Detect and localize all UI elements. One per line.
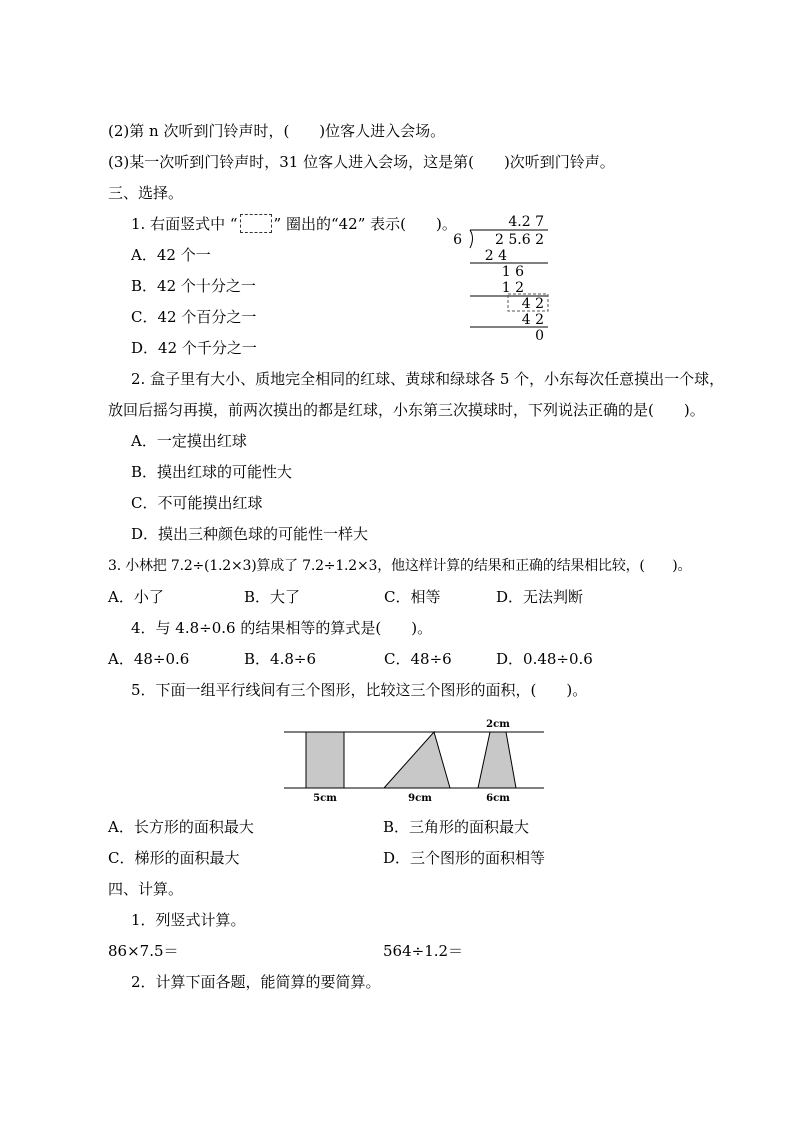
section-4-title: 四、计算。 [108,880,184,898]
q2-option-d[interactable]: D．摸出三种颜色球的可能性一样大 [131,525,369,543]
q1-option-b[interactable]: B．42 个十分之一 [131,277,256,295]
dashed-box-icon [240,214,272,233]
q2-option-c[interactable]: C．不可能摸出红球 [131,494,263,512]
choice-q2-line2: 放回后摇匀再摸，前两次摸出的都是红球，小东第三次摸球时，下列说法正确的是( )。 [108,401,705,419]
q5-option-d[interactable]: D．三个图形的面积相等 [383,849,546,867]
triangle-base-label: 9cm [408,793,432,804]
q5-option-b[interactable]: B．三角形的面积最大 [383,818,530,836]
div-step-3: 1 2 [501,280,524,296]
q1-stem-pre: 1. 右面竖式中 “ [131,215,238,233]
q1-option-c[interactable]: C．42 个百分之一 [131,308,257,326]
question-3-line: (3)某一次听到门铃声时，31 位客人进入会场，这是第( )次听到门铃声。 [108,153,615,171]
div-divisor: 6 [453,232,462,248]
choice-q4-stem: 4．与 4.8÷0.6 的结果相等的算式是( )。 [131,619,433,637]
div-step-2: 1 6 [501,264,524,280]
choice-q3-stem: 3. 小林把 7.2÷(1.2×3)算成了 7.2÷1.2×3，他这样计算的结果和正确的结果相比较，( )。 [108,558,692,574]
q4-option-a[interactable]: A．48÷0.6 [108,650,190,668]
q1-option-d[interactable]: D．42 个千分之一 [131,339,257,357]
trapezoid-top-label: 2cm [486,719,510,730]
long-division-figure [440,210,565,345]
q3-option-a[interactable]: A．小了 [108,588,164,606]
div-quotient: 4.2 7 [508,214,544,230]
div-bracket [470,230,473,248]
div-step-1: 2 4 [484,248,507,264]
calc-expression-2: 564÷1.2＝ [383,942,464,960]
q5-option-c[interactable]: C．梯形的面积最大 [108,849,240,867]
q4-option-b[interactable]: B．4.8÷6 [244,650,316,668]
triangle-shape [384,732,450,788]
q5-option-a[interactable]: A．长方形的面积最大 [108,818,254,836]
calc-expression-1: 86×7.5＝ [108,942,179,960]
q3-option-d[interactable]: D．无法判断 [496,588,584,606]
rectangle-base-label: 5cm [313,793,337,804]
q3-option-b[interactable]: B．大了 [244,588,301,606]
div-step-5: 4 2 [521,312,544,328]
calc-q1-label: 1．列竖式计算。 [131,911,246,929]
parallel-lines-figure [280,716,550,806]
q1-stem-post: ” 圈出的“42” 表示( )。 [273,215,457,233]
div-remainder: 0 [535,328,544,344]
calc-q2-label: 2．计算下面各题，能简算的要简算。 [131,973,381,991]
q2-option-b[interactable]: B．摸出红球的可能性大 [131,463,293,481]
q4-option-c[interactable]: C．48÷6 [384,650,452,668]
trapezoid-base-label: 6cm [486,793,510,804]
q4-option-d[interactable]: D．0.48÷0.6 [496,650,593,668]
choice-q5-stem: 5．下面一组平行线间有三个图形，比较这三个图形的面积，( )。 [131,681,588,699]
trapezoid-shape [478,732,516,788]
choice-q2-line1: 2. 盒子里有大小、质地完全相同的红球、黄球和绿球各 5 个，小东每次任意摸出一个球， [131,370,725,388]
q2-option-a[interactable]: A．一定摸出红球 [131,432,247,450]
section-3-title: 三、选择。 [108,184,184,202]
choice-q1-stem [131,214,457,234]
div-step-4: 4 2 [521,296,544,312]
q3-option-c[interactable]: C．相等 [384,588,441,606]
rectangle-shape [306,732,344,788]
q1-option-a[interactable]: A．42 个一 [131,246,211,264]
question-2-line: (2)第 n 次听到门铃声时，( )位客人进入会场。 [108,122,446,140]
div-dividend: 2 5.6 2 [495,232,544,248]
